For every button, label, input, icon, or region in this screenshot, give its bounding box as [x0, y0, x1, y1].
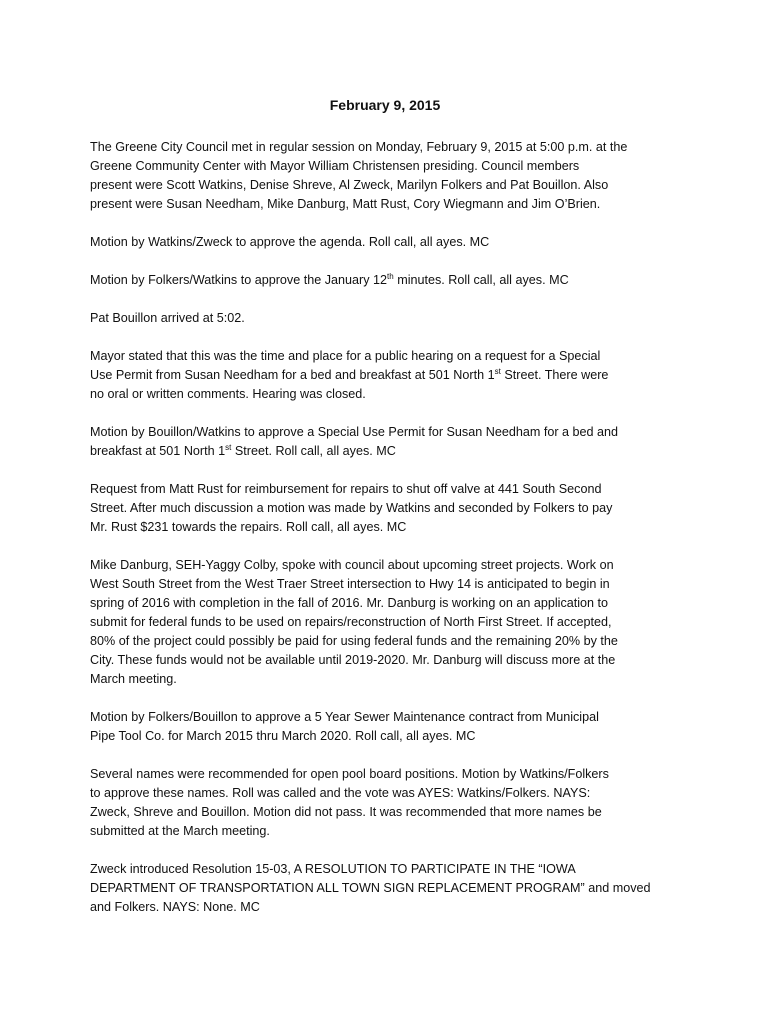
text-segment: and Folkers. NAYS: None. MC [90, 900, 260, 914]
text-segment: Street. After much discussion a motion was made by Watkins and seconded by Folkers to pay [90, 501, 613, 515]
text-line [90, 138, 682, 157]
paragraph [90, 233, 682, 252]
text-segment: March meeting. [90, 672, 177, 686]
paragraph [90, 423, 682, 461]
text-segment: breakfast at 501 North 1 [90, 444, 226, 458]
text-line [90, 822, 682, 841]
text-line [90, 385, 682, 404]
text-line [90, 518, 682, 537]
text-line [90, 708, 682, 727]
document-title: February 9, 2015 [329, 97, 441, 113]
text-segment: Motion by Folkers/Watkins to approve the January 12 [90, 273, 388, 287]
text-segment: Mr. Rust $231 towards the repairs. Roll call, all ayes. MC [90, 520, 407, 534]
text-line [90, 309, 682, 328]
text-line [90, 366, 682, 385]
text-line [90, 442, 682, 461]
paragraph [90, 860, 682, 917]
text-segment: Zweck introduced Resolution 15-03, A RESOLUTION TO PARTICIPATE IN THE “IOWA [90, 862, 576, 876]
text-segment: Zweck, Shreve and Bouillon. Motion did not pass. It was recommended that more names be [90, 805, 602, 819]
superscript: th [387, 272, 394, 281]
paragraph [90, 708, 682, 746]
text-line [90, 670, 682, 689]
text-segment: Pat Bouillon arrived at 5:02. [90, 311, 245, 325]
superscript: st [225, 443, 232, 452]
text-line [90, 157, 682, 176]
text-segment: Request from Matt Rust for reimbursement for repairs to shut off valve at 441 South Second [90, 482, 602, 496]
text-line [90, 556, 682, 575]
text-segment: Motion by Folkers/Bouillon to approve a 5 Year Sewer Maintenance contract from Municipal [90, 710, 599, 724]
text-segment: no oral or written comments. Hearing was closed. [90, 387, 366, 401]
superscript: st [494, 367, 501, 376]
text-line [90, 176, 682, 195]
text-segment: Street. There were [500, 368, 609, 382]
text-segment: Greene Community Center with Mayor William Christensen presiding. Council members [90, 159, 580, 173]
paragraph [90, 480, 682, 537]
text-segment: Several names were recommended for open pool board positions. Motion by Watkins/Folkers [90, 767, 609, 781]
text-segment: Mayor stated that this was the time and place for a public hearing on a request for a Special [90, 349, 601, 363]
text-segment: Street. Roll call, all ayes. MC [231, 444, 396, 458]
paragraph [90, 271, 682, 290]
text-line [90, 271, 682, 290]
paragraph [90, 556, 682, 689]
text-line [90, 480, 682, 499]
text-segment: Motion by Watkins/Zweck to approve the agenda. Roll call, all ayes. MC [90, 235, 490, 249]
text-segment: to approve these names. Roll was called and the vote was AYES: Watkins/Folkers. NAYS: [90, 786, 591, 800]
text-segment: minutes. Roll call, all ayes. MC [393, 273, 569, 287]
text-segment: The Greene City Council met in regular session on Monday, February 9, 2015 at 5:00 p.m. at the [90, 140, 628, 154]
text-line [90, 860, 682, 879]
text-segment: DEPARTMENT OF TRANSPORTATION ALL TOWN SIGN REPLACEMENT PROGRAM” and moved [90, 881, 651, 895]
text-line [90, 347, 682, 366]
text-segment: submit for federal funds to be used on repairs/reconstruction of North First Street. If accepted, [90, 615, 612, 629]
text-line [90, 765, 682, 784]
text-segment: City. These funds would not be available until 2019-2020. Mr. Danburg will discuss more at the [90, 653, 616, 667]
text-line [90, 594, 682, 613]
document-body [90, 138, 682, 936]
text-segment: spring of 2016 with completion in the fall of 2016. Mr. Danburg is working on an application to [90, 596, 609, 610]
text-segment: West South Street from the West Traer Street intersection to Hwy 14 is anticipated to begin in [90, 577, 610, 591]
paragraph [90, 138, 682, 214]
text-line [90, 784, 682, 803]
text-line [90, 195, 682, 214]
text-line [90, 727, 682, 746]
text-segment: submitted at the March meeting. [90, 824, 270, 838]
text-line [90, 575, 682, 594]
paragraph [90, 309, 682, 328]
text-line [90, 803, 682, 822]
text-segment: Mike Danburg, SEH-Yaggy Colby, spoke with council about upcoming street projects. Work on [90, 558, 614, 572]
paragraph [90, 765, 682, 841]
text-segment: Pipe Tool Co. for March 2015 thru March 2020. Roll call, all ayes. MC [90, 729, 476, 743]
text-segment: Motion by Bouillon/Watkins to approve a Special Use Permit for Susan Needham for a bed and [90, 425, 619, 439]
text-line [90, 499, 682, 518]
text-line [90, 632, 682, 651]
text-line [90, 651, 682, 670]
text-segment: 80% of the project could possibly be paid for using federal funds and the remaining 20% by the [90, 634, 618, 648]
text-segment: Use Permit from Susan Needham for a bed and breakfast at 501 North 1 [90, 368, 495, 382]
text-line [90, 613, 682, 632]
text-line [90, 879, 682, 898]
text-line [90, 898, 682, 917]
text-line [90, 423, 682, 442]
text-segment: present were Susan Needham, Mike Danburg, Matt Rust, Cory Wiegmann and Jim O’Brien. [90, 197, 601, 211]
paragraph [90, 347, 682, 404]
text-line [90, 233, 682, 252]
text-segment: present were Scott Watkins, Denise Shreve, Al Zweck, Marilyn Folkers and Pat Bouillon. Also [90, 178, 609, 192]
